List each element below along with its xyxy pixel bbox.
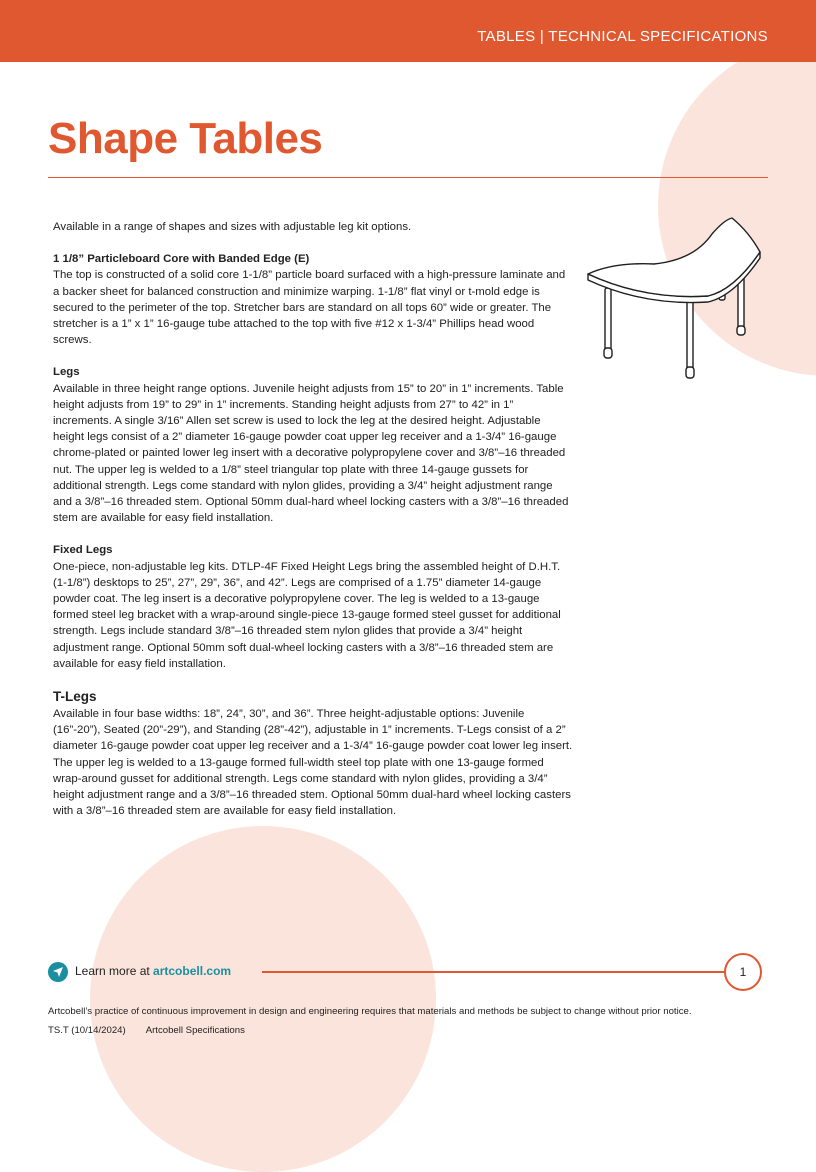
section-heading: Legs xyxy=(53,366,80,379)
page-title: Shape Tables xyxy=(48,114,323,163)
spec-content xyxy=(53,219,573,836)
section-body: The top is constructed of a solid core 1-1/8” particle board surfaced with a high-pressure laminate and a backer sheet for balanced construction and minimize warping. 1-1/8” flat vinyl or t-mold edge is secured to the perimeter of the top. Stretcher bars are standard on all tops 60” wide or greater. The stretcher is a 1” x 1” 16-gauge tube attached to the top with five #12 x 1-3/4” Phillips head wood screws. xyxy=(53,269,566,347)
title-divider xyxy=(48,177,768,178)
intro-text: Available in a range of shapes and sizes with adjustable leg kit options. xyxy=(53,221,412,233)
section-legs xyxy=(53,364,573,526)
section-heading: 1 1/8” Particleboard Core with Banded Edge (E) xyxy=(53,253,310,266)
header-bar xyxy=(0,0,816,62)
section-body: Available in three height range options. Juvenile height adjusts from 15” to 20” in 1” increments. Table height adjusts from 19” to 29” in 1” increments. Standing height adjusts from 27” to 42” in 1” increments. A single 3/16” Allen set screw is used to lock the leg at the desired height. Adjustable height legs consist of a 2” diameter 16-gauge powder coat upper leg receiver and a 1-3/4” 16-gauge chrome-plated or painted lower leg insert with a decorative polypropylene cover and 3/8”–16 threaded nut. The upper leg is welded to a 1/8” steel triangular top plate with three 14-gauge gussets for additional strength. Legs come standard with nylon glides, providing a 3/4” height adjustment range and a 3/8”–16 threaded stem. Optional 50mm dual-hard wheel locking casters with a 3/8”–16 threaded stem are available for easy field installation. xyxy=(53,382,569,525)
section-t-legs xyxy=(53,688,573,819)
website-link[interactable]: artcobell.com xyxy=(153,964,232,978)
section-particleboard xyxy=(53,251,573,348)
section-body: Available in four base widths: 18”, 24”, 30”, and 36”. Three height-adjustable options: Juvenile (16”-20”), Seated (20”-29”), and Standing (28”-42”), adjustable in 1” increments. T-Legs consist of a 2” diameter 16-gauge powder coat upper leg receiver and a 1-3/4” 16-gauge powder coat lower leg insert. The upper leg is welded to a 13-gauge formed full-width steel top plate with one 13-gauge formed wrap-around gusset for additional strength. Legs come standard with nylon glides, providing a 3/4” height adjustment range and a 3/8”–16 threaded stem. Optional 50mm dual-hard wheel locking casters with a 3/8”–16 threaded stem are available for easy field installation. xyxy=(53,708,573,818)
section-heading: T-Legs xyxy=(53,689,97,705)
location-arrow-icon xyxy=(48,962,68,982)
document-label: Artcobell Specifications xyxy=(145,1025,245,1036)
learn-more-text xyxy=(75,964,231,978)
learn-more-prefix: Learn more at xyxy=(75,964,154,978)
header-title: TABLES | TECHNICAL SPECIFICATIONS xyxy=(477,28,768,45)
section-body: One-piece, non-adjustable leg kits. DTLP-4F Fixed Height Legs bring the assembled height of D.H.T. (1-1/8”) desktops to 25”, 27”, 29”, 36”, and 42”. Legs are comprised of a 1.75” diameter 14-gauge powder coat. The leg insert is a decorative polypropylene cover. The leg is welded to a 13-gauge formed steel leg bracket with a wrap-around single-piece 13-gauge formed steel gusset for additional strength. Legs include standard 3/8”–16 threaded stem nylon glides that provide a 3/4” height adjustment range. Optional 50mm soft dual-wheel locking casters with a 3/8”–16 threaded stem are available for easy field installation. xyxy=(53,560,561,670)
decorative-circle-bottom xyxy=(90,826,436,1172)
disclaimer-text: Artcobell’s practice of continuous improvement in design and engineering requires that materials and methods be subject to change without prior notice. xyxy=(48,1006,692,1017)
page-number: 1 xyxy=(724,953,762,991)
document-info xyxy=(48,1025,245,1036)
section-fixed-legs xyxy=(53,542,573,672)
footer-divider xyxy=(262,971,724,973)
shape-table-illustration xyxy=(584,212,774,382)
section-heading: Fixed Legs xyxy=(53,544,113,557)
document-code: TS.T (10/14/2024) xyxy=(48,1025,126,1036)
